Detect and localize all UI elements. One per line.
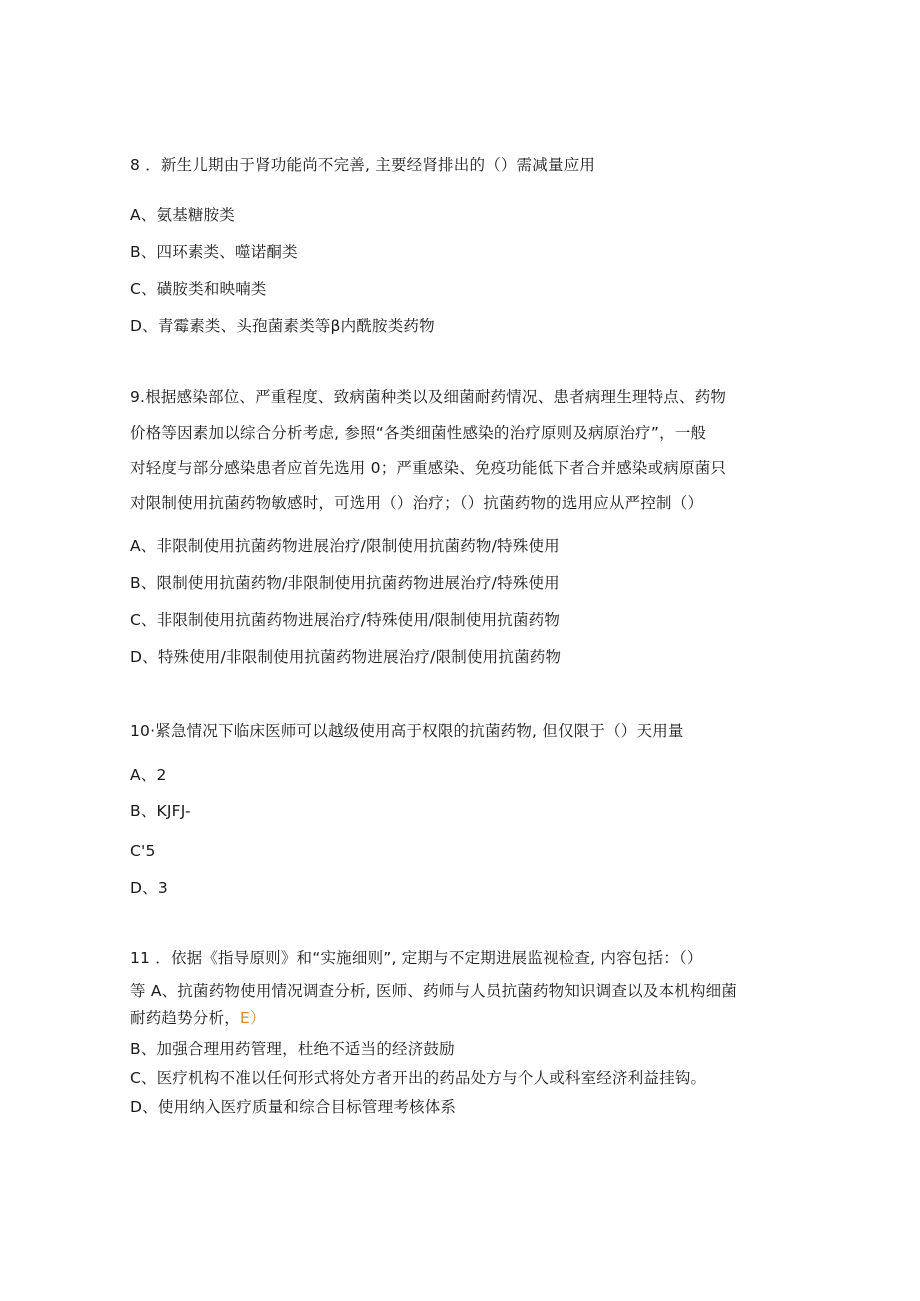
q9-question-line-2: 价格等因素加以综合分析考虑, 参照“各类细菌性感染的治疗原则及病原治疗”，一般 [130,424,707,442]
q9-option-a: A、非限制使用抗菌药物进展治疗/限制使用抗菌药物/特殊使用 [130,537,560,555]
q8-option-d: D、青霉素类、头孢菌素类等β内酰胺类药物 [130,317,435,335]
q8-option-a: A、氨基糖胺类 [130,206,236,224]
q11-question-line-3 [130,1007,266,1029]
q9-question-line-3: 对轻度与部分感染患者应首先选用 0；严重感染、免疫功能低下者合并感染或病原菌只 [130,459,727,477]
q10-question: 10·紧急情况下临床医师可以越级使用高于权限的抗菌药物, 但仅限于（）天用量 [130,722,684,740]
q8-option-b: B、四环素类、噬诺酮类 [130,243,298,261]
q10-option-b: B、KJFJ- [130,802,191,820]
q11-option-c: C、医疗机构不准以任何形式将处方者开出的药品处方与个人或科室经济利益挂钩。 [130,1069,707,1087]
q8-question: 8 ．新生儿期由于肾功能尚不完善, 主要经肾排出的（）需减量应用 [130,156,596,174]
q10-option-d: D、3 [130,879,168,897]
q9-question-line-1: 9.根据感染部位、严重程度、致病菌种类以及细菌耐药情况、患者病理生理特点、药物 [130,388,727,406]
q10-option-a: A、2 [130,766,167,784]
q9-option-b: B、限制使用抗菌药物/非限制使用抗菌药物进展治疗/特殊使用 [130,574,560,592]
q9-option-d: D、特殊使用/非限制使用抗菌药物进展治疗/限制使用抗菌药物 [130,648,562,666]
q8-option-c: C、磺胺类和映喃类 [130,280,267,298]
q11-question-line-2: 等 A、抗菌药物使用情况调查分析, 医师、药师与人员抗菌药物知识调查以及本机构细菌 [130,982,738,1000]
q9-option-c: C、非限制使用抗菌药物进展治疗/特殊使用/限制使用抗菌药物 [130,611,561,629]
q11-answer-mark: E） [239,1009,266,1027]
q11-question-line-3-text: 耐药趋势分析， [130,1009,240,1027]
q10-option-c: C'5 [130,842,156,860]
q11-question-line-1: 11 ．依据《指导原则》和“实施细则”, 定期与不定期进展监视检查, 内容包括：（） [130,949,703,967]
q11-option-b: B、加强合理用药管理，杜绝不适当的经济鼓励 [130,1040,455,1058]
q11-option-d: D、使用纳入医疗质量和综合目标管理考核体系 [130,1098,457,1116]
q9-question-line-4: 对限制使用抗菌药物敏感时，可选用（）治疗；（）抗菌药物的选用应从严控制（） [130,494,704,512]
